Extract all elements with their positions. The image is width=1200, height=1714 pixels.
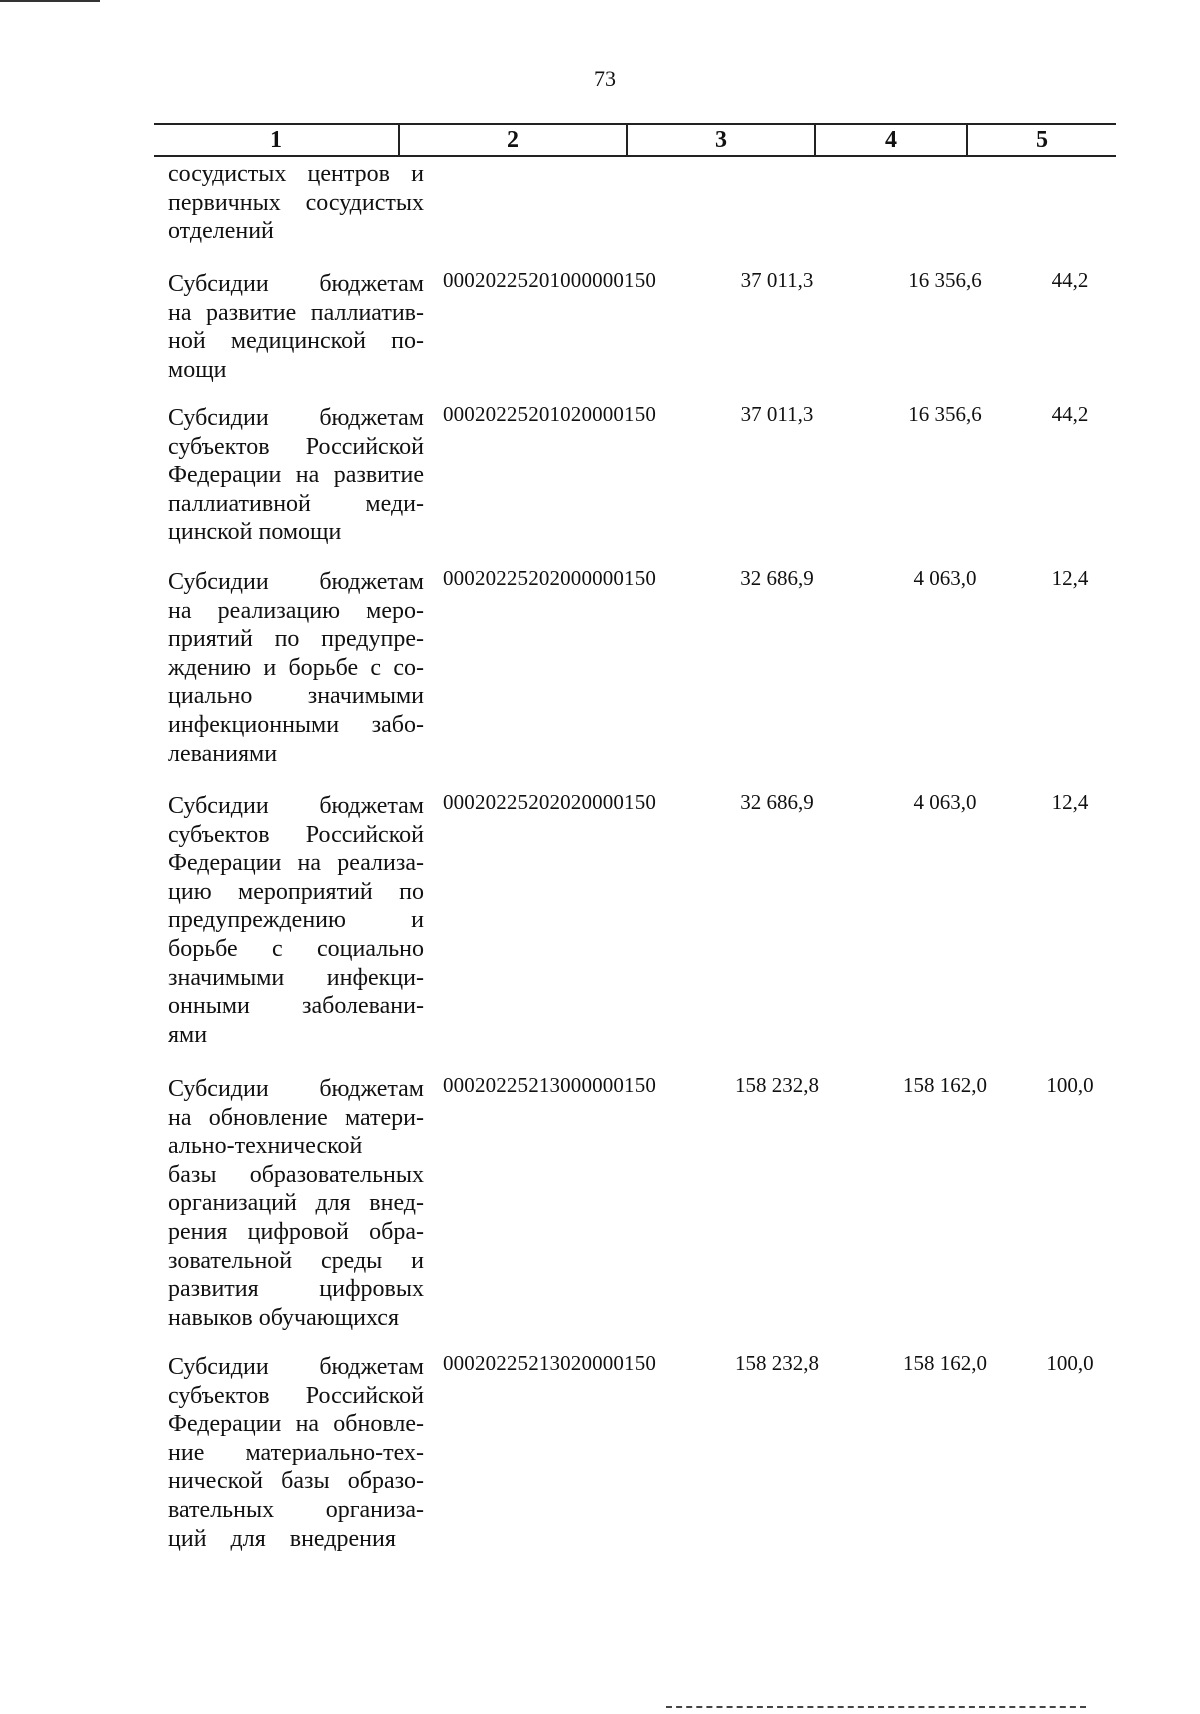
value-col-5: 44,2 [1051, 402, 1089, 426]
header-col-5: 5 [1036, 127, 1048, 153]
text-line: ждению и борьбе с со- [168, 654, 424, 681]
value-col-5: 12,4 [1051, 566, 1089, 590]
text-line: первичных сосудистых [168, 189, 424, 216]
budget-code: 00020225213020000150 [443, 1351, 656, 1375]
budget-code: 00020225201020000150 [443, 402, 656, 426]
text-line: субъектов Российской [168, 433, 424, 460]
text-line: отделений [168, 218, 274, 245]
text-line: организаций для внед- [168, 1190, 424, 1217]
value-col-5: 44,2 [1051, 268, 1089, 292]
text-line: развития цифровых [168, 1276, 424, 1303]
value-col-3: 32 686,9 [740, 790, 814, 814]
value-col-3: 37 011,3 [740, 268, 814, 292]
text-line: леваниями [168, 740, 278, 767]
text-line: субъектов Российской [168, 821, 424, 848]
text-line: борьбе с социально [168, 935, 424, 962]
value-col-3: 158 232,8 [735, 1073, 819, 1097]
text-line: рения цифровой обра- [168, 1218, 424, 1245]
text-line: онными заболевани- [168, 993, 424, 1020]
text-line: ние материально-тех- [168, 1439, 424, 1466]
continuation-text [168, 160, 424, 246]
text-line: цинской помощи [168, 519, 342, 546]
text-line: Субсидии бюджетам [168, 405, 424, 431]
value-col-4: 16 356,6 [908, 268, 982, 292]
text-line: Субсидии бюджетам [168, 793, 424, 819]
value-col-5: 100,0 [1046, 1351, 1094, 1375]
text-line: Субсидии бюджетам [168, 271, 424, 297]
budget-code: 00020225202000000150 [443, 566, 656, 590]
value-col-3: 37 011,3 [740, 402, 814, 426]
text-line: ций для внедрения [168, 1525, 396, 1552]
text-line: сосудистых центров и [168, 161, 424, 187]
header-col-4: 4 [885, 127, 897, 153]
text-line: Субсидии бюджетам [168, 569, 424, 595]
text-line: значимыми инфекци- [168, 964, 424, 991]
text-line: Федерации на развитие [168, 462, 424, 489]
text-line: приятий по предупре- [168, 626, 424, 653]
budget-code: 00020225201000000150 [443, 268, 656, 292]
header-col-2: 2 [507, 127, 519, 153]
text-line: Субсидии бюджетам [168, 1354, 424, 1380]
text-line: навыков обучающихся [168, 1304, 399, 1331]
row-description [168, 1353, 424, 1553]
text-line: ной медицинской по- [168, 328, 424, 355]
value-col-4: 158 162,0 [903, 1073, 987, 1097]
scan-edge-line [0, 0, 100, 2]
row-description [168, 568, 424, 768]
text-line: базы образовательных [168, 1161, 424, 1188]
value-col-4: 4 063,0 [913, 566, 977, 590]
budget-code: 00020225202020000150 [443, 790, 656, 814]
value-col-4: 158 162,0 [903, 1351, 987, 1375]
table-header [154, 123, 1116, 157]
header-col-3: 3 [715, 127, 727, 153]
budget-code: 00020225213000000150 [443, 1073, 656, 1097]
value-col-4: 16 356,6 [908, 402, 982, 426]
row-description [168, 792, 424, 1049]
text-line: циально значимыми [168, 683, 424, 710]
text-line: субъектов Российской [168, 1382, 424, 1409]
row-description [168, 1075, 424, 1332]
text-line: цию мероприятий по [168, 878, 424, 905]
text-line: инфекционными забо- [168, 711, 424, 738]
text-line: на реализацию меро- [168, 597, 424, 624]
text-line: Федерации на реализа- [168, 850, 424, 877]
value-col-3: 32 686,9 [740, 566, 814, 590]
text-line: Субсидии бюджетам [168, 1076, 424, 1102]
text-line: ально-технической [168, 1133, 363, 1160]
value-col-5: 100,0 [1046, 1073, 1094, 1097]
text-line: на обновление матери- [168, 1104, 424, 1131]
value-col-4: 4 063,0 [913, 790, 977, 814]
text-line: Федерации на обновле- [168, 1411, 424, 1438]
text-line: мощи [168, 356, 227, 383]
header-col-1: 1 [270, 127, 282, 153]
text-line: зовательной среды и [168, 1247, 424, 1274]
page-number: 73 [594, 66, 616, 91]
value-col-3: 158 232,8 [735, 1351, 819, 1375]
text-line: на развитие паллиатив- [168, 299, 424, 326]
row-description [168, 270, 424, 384]
text-line: вательных организа- [168, 1496, 424, 1523]
text-line: ями [168, 1021, 208, 1048]
scan-bottom-rule [666, 1706, 1086, 1708]
text-line: предупреждению и [168, 907, 424, 934]
text-line: нической базы образо- [168, 1468, 424, 1495]
text-line: паллиативной меди- [168, 490, 424, 517]
row-description [168, 404, 424, 547]
value-col-5: 12,4 [1051, 790, 1089, 814]
